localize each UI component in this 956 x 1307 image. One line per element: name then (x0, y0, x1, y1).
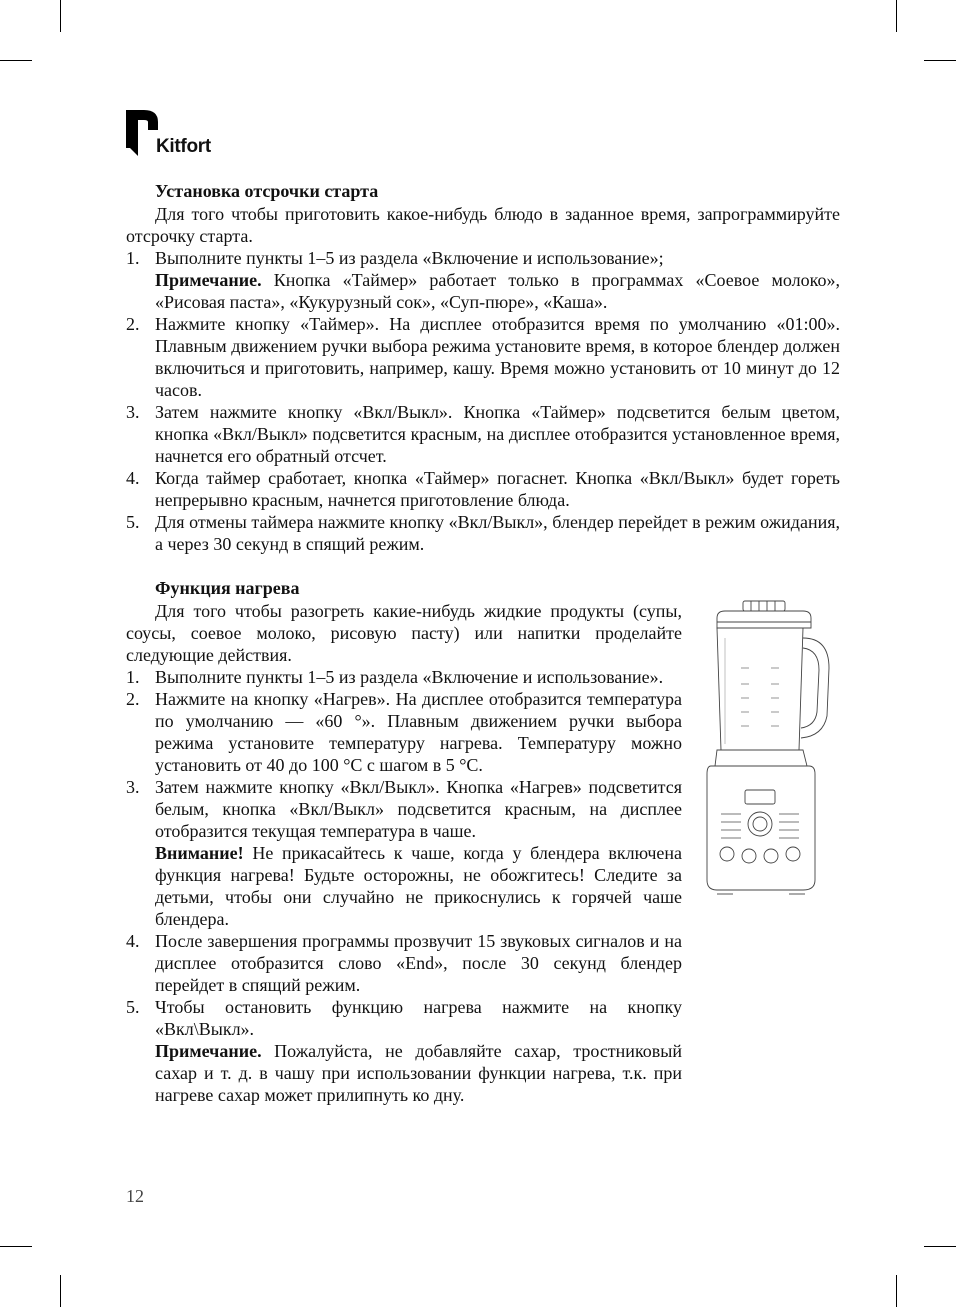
step-number: 1. (126, 667, 140, 687)
blender-icon (703, 598, 833, 898)
list-item (126, 247, 840, 313)
step-number: 4. (126, 468, 140, 488)
step-number: 1. (126, 248, 140, 268)
step-text: Выполните пункты 1–5 из раздела «Включение и использование». (155, 667, 664, 687)
step-number: 2. (126, 689, 140, 709)
section-intro: Для того чтобы разогреть какие-нибудь жидкие продукты (супы, соусы, соевое молоко, рисовую пасту) или напитки проделайте следующие действия. (126, 601, 682, 665)
crop-mark (924, 1246, 956, 1247)
step-number: 4. (126, 931, 140, 951)
step-text: Затем нажмите кнопку «Вкл/Выкл». Кнопка «Нагрев» подсветится белым, кнопка «Вкл/Выкл» подсветится красным, на дисплее отобразится текущая температура в чаше. (155, 777, 682, 841)
step-text: Выполните пункты 1–5 из раздела «Включение и использование»; (155, 248, 664, 268)
step-text: Нажмите кнопку «Таймер». На дисплее отобразится время по умолчанию «01:00». Плавным движением ручки выбора режима установите время, в которое блендер должен включиться и приготовить, например, кашу. Время можно установить от 10 минут до 12 часов. (155, 314, 840, 400)
note-label: Примечание. (155, 1041, 262, 1061)
kitfort-logo-mark-icon (126, 108, 160, 158)
crop-mark (60, 0, 61, 32)
section-title-heating: Функция нагрева (155, 578, 300, 598)
step-text: Чтобы остановить функцию нагрева нажмите на кнопку «Вкл\Выкл». (155, 997, 682, 1039)
list-item (126, 688, 682, 776)
step-number: 5. (126, 997, 140, 1017)
step-number: 5. (126, 512, 140, 532)
list-item (126, 666, 682, 688)
step-text: Для отмены таймера нажмите кнопку «Вкл/Выкл», блендер перейдет в режим ожидания, а через 30 секунд в спящий режим. (155, 512, 840, 554)
list-item (126, 930, 682, 996)
crop-mark (896, 1275, 897, 1307)
step-number: 3. (126, 402, 140, 422)
step-text: Нажмите на кнопку «Нагрев». На дисплее отобразится температура по умолчанию — «60 °». Плавным движением ручки выбора режима установите температуру нагрева. Температуру можно установить от 40 до 100 °C с шагом в 5 °C. (155, 689, 682, 775)
crop-mark (0, 1246, 32, 1247)
list-item (126, 313, 840, 401)
step-number: 2. (126, 314, 140, 334)
section-intro: Для того чтобы приготовить какое-нибудь блюдо в заданное время, запрограммируйте отсрочку старта. (126, 204, 840, 246)
crop-mark (924, 60, 956, 61)
section-title-delayed-start: Установка отсрочки старта (155, 181, 379, 201)
step-number: 3. (126, 777, 140, 797)
list-item (126, 401, 840, 467)
steps-list (126, 247, 840, 555)
step-text: После завершения программы прозвучит 15 звуковых сигналов и на дисплее отобразится слово «End», после 30 секунд блендер перейдет в спящий режим. (155, 931, 682, 995)
blender-illustration (703, 598, 833, 898)
step-text: Когда таймер сработает, кнопка «Таймер» погаснет. Кнопка «Вкл/Выкл» будет гореть непрерывно красным, начнется приготовление блюда. (155, 468, 840, 510)
list-item (126, 996, 682, 1106)
step-note (155, 1040, 682, 1106)
list-item (126, 511, 840, 555)
note-text: Пожалуйста, не добавляйте сахар, тростниковый сахар и т. д. в чашу при использовании функции нагрева, т.к. при нагреве сахар может прилипнуть ко дну. (155, 1041, 682, 1105)
page-number: 12 (126, 1186, 144, 1206)
brand-logo (126, 108, 256, 158)
crop-mark (0, 60, 32, 61)
note-text: Кнопка «Таймер» работает только в программах «Соевое молоко», «Рисовая паста», «Кукурузный сок», «Суп-пюре», «Каша». (155, 270, 840, 312)
step-text: Затем нажмите кнопку «Вкл/Выкл». Кнопка «Таймер» подсветится белым цветом, кнопка «Вкл/Выкл» подсветится красным, на дисплее отобразится установленное время, начнется его обратный отсчет. (155, 402, 840, 466)
step-note (155, 269, 840, 313)
crop-mark (896, 0, 897, 32)
warning-label: Внимание! (155, 843, 244, 863)
warning-text: Не прикасайтесь к чаше, когда у блендера включена функция нагрева! Будьте осторожны, не обожгитесь! Следите за детьми, чтобы они случайно не прикоснулись к горячей чаше блендера. (155, 843, 682, 929)
crop-mark (60, 1275, 61, 1307)
step-warning (155, 842, 682, 930)
steps-list (126, 666, 682, 1106)
section-delayed-start (126, 203, 840, 555)
section-heating (126, 600, 682, 1106)
list-item (126, 776, 682, 930)
list-item (126, 467, 840, 511)
brand-name: Kitfort (156, 136, 211, 157)
note-label: Примечание. (155, 270, 262, 290)
